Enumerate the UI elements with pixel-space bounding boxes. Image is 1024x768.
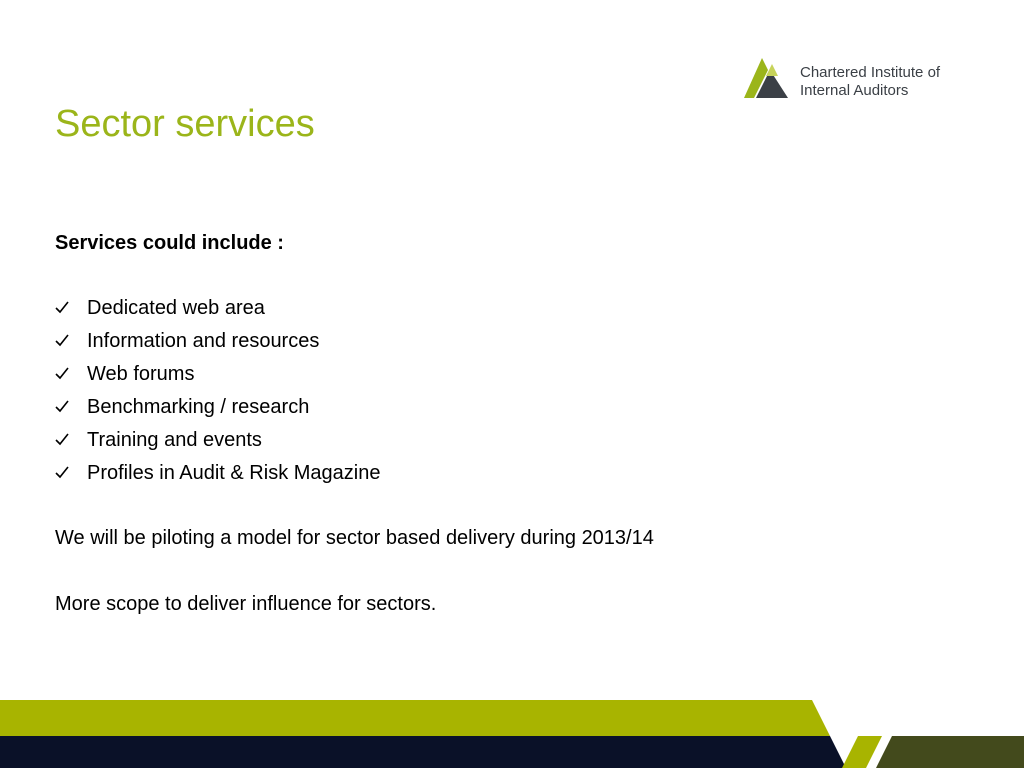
footer-band — [0, 700, 1024, 768]
cia-logo — [744, 56, 974, 104]
list-item-label: Benchmarking / research — [87, 396, 310, 418]
checkmark-icon — [55, 465, 69, 479]
scope-paragraph: More scope to deliver influence for sectors. — [55, 593, 437, 615]
checkmark-icon — [55, 432, 69, 446]
services-subheading: Services could include : — [55, 232, 284, 254]
checkmark-icon — [55, 399, 69, 413]
list-item-label: Profiles in Audit & Risk Magazine — [87, 462, 381, 484]
list-item-label: Information and resources — [87, 330, 320, 352]
list-item-label: Web forums — [87, 363, 195, 385]
checkmark-icon — [55, 300, 69, 314]
slide-title: Sector services — [55, 103, 315, 145]
checkmark-icon — [55, 366, 69, 380]
logo-line-1: Chartered Institute of — [800, 64, 941, 81]
footer-stripes — [0, 700, 1024, 768]
logo-wordmark — [800, 64, 940, 100]
pilot-paragraph: We will be piloting a model for sector based delivery during 2013/14 — [55, 527, 654, 549]
list-item-label: Training and events — [87, 429, 262, 451]
logo-line-2: Internal Auditors — [800, 82, 909, 99]
list-item-label: Dedicated web area — [87, 297, 265, 319]
checkmark-icon — [55, 333, 69, 347]
triangle-logo-icon — [744, 56, 792, 100]
